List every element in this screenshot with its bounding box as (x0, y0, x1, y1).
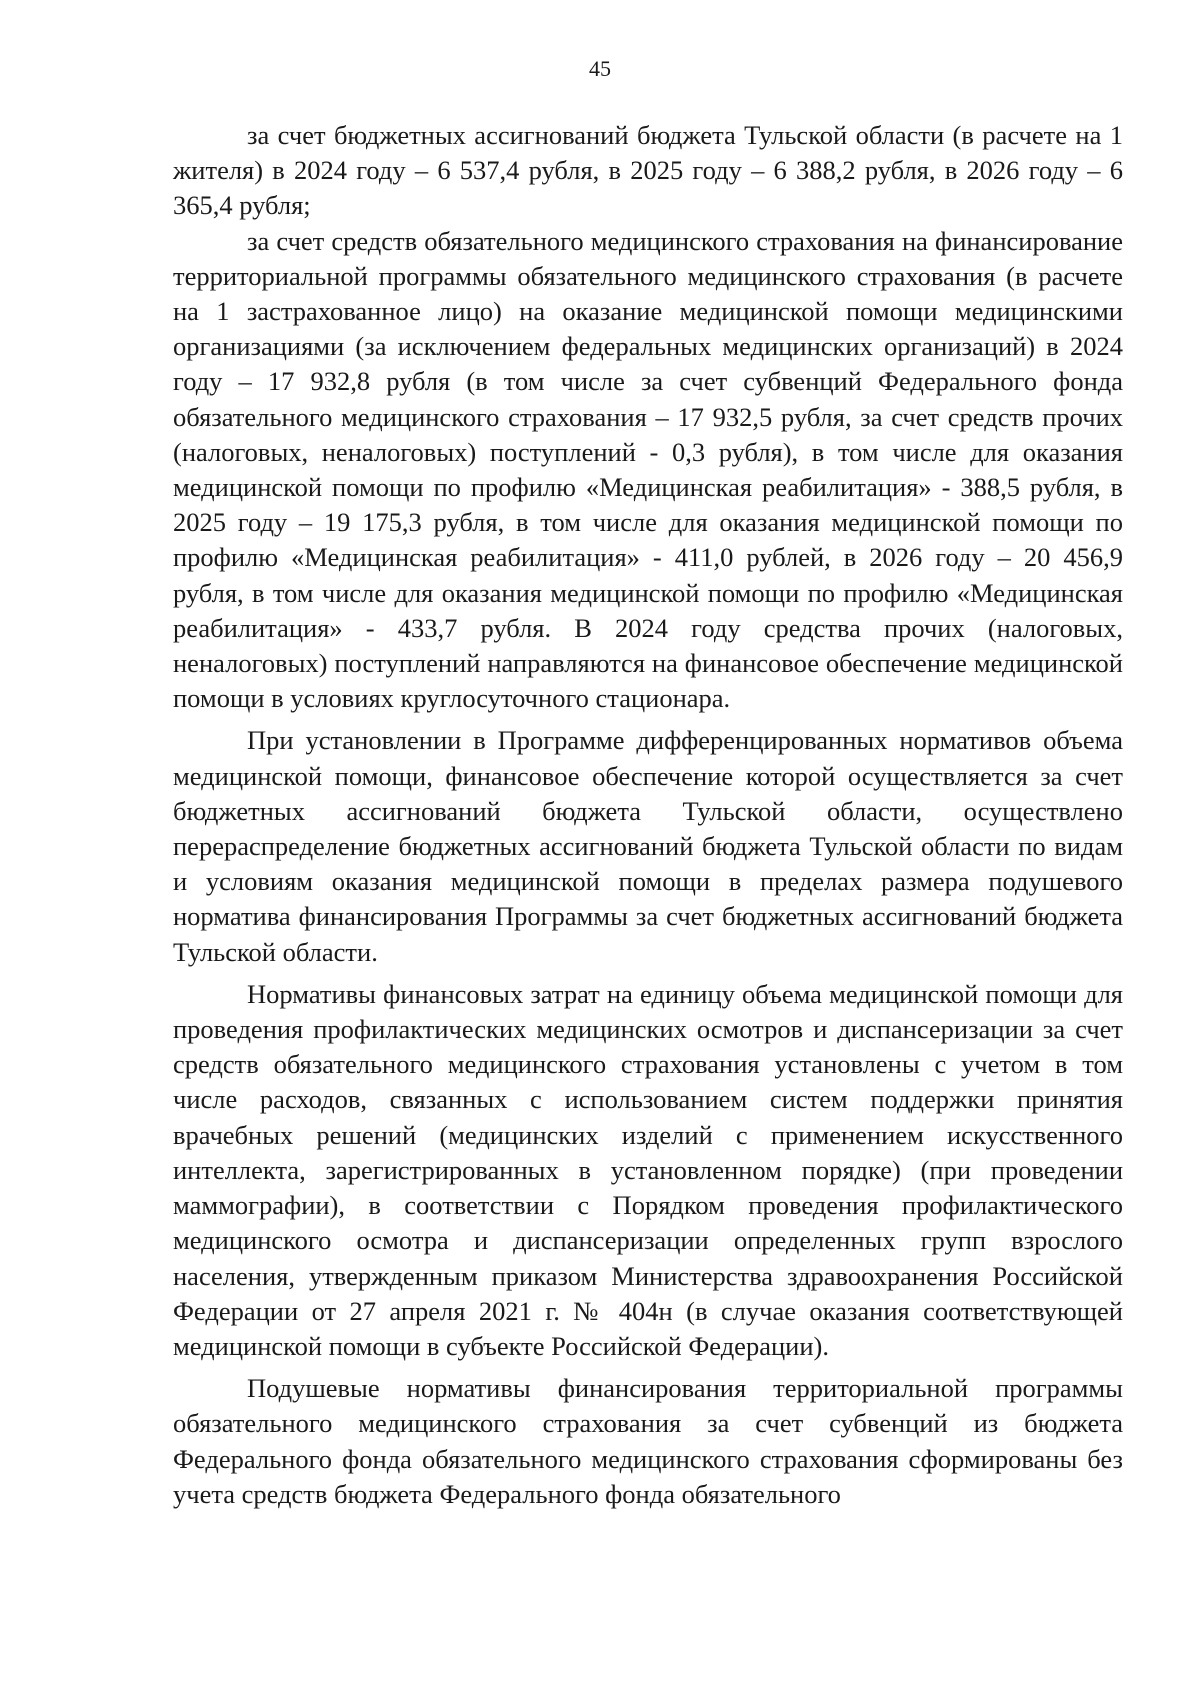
paragraph-regional-budget: за счет бюджетных ассигнований бюджета Тульской области (в расчете на 1 жителя) в 2024 году – 6 537,4 рубля, в 2025 году – 6 388,2 рубля, в 2026 году – 6 365,4 рубля; (173, 120, 1123, 221)
paragraph-oms-financing: за счет средств обязательного медицинского страхования на финансирование территориальной программы обязательного медицинского страхования (в расчете на 1 застрахованное лицо) на оказание медицинской помощи медицинскими организациями (за исключением федеральных медицинских организаций) в 2024 году – 17 932,8 рубля (в том числе за счет субвенций Федерального фонда обязательного медицинского страхования – 17 932,5 рубля, за счет средств прочих (налоговых, неналоговых) поступлений - 0,3 рубля), в том числе для оказания медицинской помощи по профилю «Медицинская реабилитация» - 388,5 рубля, в 2025 году – 19 175,3 рубля, в том числе для оказания медицинской помощи по профилю «Медицинская реабилитация» - 411,0 рублей, в 2026 году – 20 456,9 рубля, в том числе для оказания медицинской помощи по профилю «Медицинская реабилитация» - 433,7 рубля. В 2024 году средства прочих (налоговых, неналоговых) поступлений направляются на финансовое обеспечение медицинской помощи в условиях круглосуточного стационара. (173, 225, 1123, 714)
paragraph-cost-standards: Нормативы финансовых затрат на единицу объема медицинской помощи для проведения профилактических медицинских осмотров и диспансеризации за счет средств обязательного медицинского страхования установлены с учетом в том числе расходов, связанных с использованием систем поддержки принятия врачебных решений (медицинских изделий с применением искусственного интеллекта, зарегистрированных в установленном порядке) (при проведении маммографии), в соответствии с Порядком проведения профилактического медицинского осмотра и диспансеризации определенных групп взрослого населения, утвержденным приказом Министерства здравоохранения Российской Федерации от 27 апреля 2021 г. № 404н (в случае оказания соответствующей медицинской помощи в субъекте Российской Федерации). (173, 978, 1123, 1361)
document-body (173, 118, 1123, 1512)
page-number: 45 (589, 56, 611, 81)
paragraph-redistribution: При установлении в Программе дифференцированных нормативов объема медицинской помощи, финансовое обеспечение которой осуществляется за счет бюджетных ассигнований бюджета Тульской области, осуществлено перераспределение бюджетных ассигнований бюджета Тульской области по видам и условиям оказания медицинской помощи в пределах размера подушевого норматива финансирования Программы за счет бюджетных ассигнований бюджета Тульской области. (173, 725, 1123, 967)
paragraph-per-capita-standards: Подушевые нормативы финансирования территориальной программы обязательного медицинского страхования за счет субвенций из бюджета Федерального фонда обязательного медицинского страхования сформированы без учета средств бюджета Федерального фонда обязательного (173, 1373, 1123, 1509)
